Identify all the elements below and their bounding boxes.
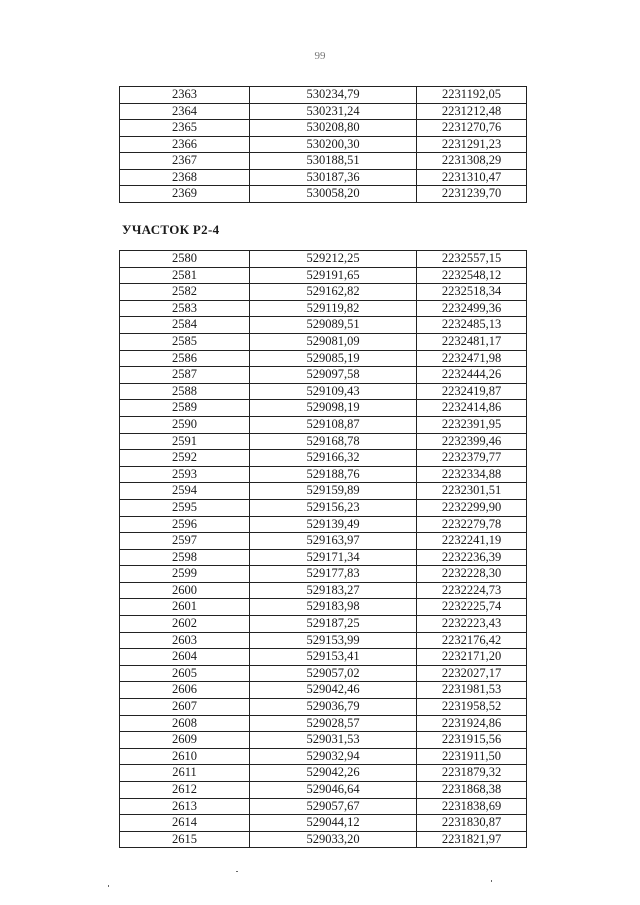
- y-coordinate-cell: 2232379,77: [417, 450, 527, 467]
- table-row: [120, 549, 527, 566]
- point-number-cell: 2612: [120, 782, 250, 799]
- y-coordinate-cell: 2231212,48: [417, 103, 527, 120]
- point-number-cell: 2615: [120, 831, 250, 848]
- x-coordinate-cell: 529032,94: [250, 748, 417, 765]
- point-number-cell: 2597: [120, 533, 250, 550]
- x-coordinate-cell: 529057,67: [250, 798, 417, 815]
- x-coordinate-cell: 529171,34: [250, 549, 417, 566]
- y-coordinate-cell: 2232299,90: [417, 499, 527, 516]
- table-row: [120, 450, 527, 467]
- scan-speck: [108, 885, 109, 887]
- x-coordinate-cell: 529044,12: [250, 815, 417, 832]
- coordinates-table-p2-4: [119, 250, 527, 848]
- point-number-cell: 2363: [120, 87, 250, 104]
- x-coordinate-cell: 529108,87: [250, 416, 417, 433]
- x-coordinate-cell: 529168,78: [250, 433, 417, 450]
- table-row: [120, 136, 527, 153]
- point-number-cell: 2613: [120, 798, 250, 815]
- x-coordinate-cell: 530058,20: [250, 186, 417, 203]
- y-coordinate-cell: 2232485,13: [417, 317, 527, 334]
- table-row: [120, 317, 527, 334]
- table-row: [120, 416, 527, 433]
- y-coordinate-cell: 2231830,87: [417, 815, 527, 832]
- table-row: [120, 831, 527, 848]
- table-row: [120, 533, 527, 550]
- y-coordinate-cell: 2232548,12: [417, 267, 527, 284]
- table-row: [120, 599, 527, 616]
- x-coordinate-cell: 529098,19: [250, 400, 417, 417]
- table-row: [120, 383, 527, 400]
- x-coordinate-cell: 529042,26: [250, 765, 417, 782]
- x-coordinate-cell: 529119,82: [250, 300, 417, 317]
- point-number-cell: 2588: [120, 383, 250, 400]
- y-coordinate-cell: 2231310,47: [417, 169, 527, 186]
- y-coordinate-cell: 2232301,51: [417, 483, 527, 500]
- table-row: [120, 350, 527, 367]
- point-number-cell: 2585: [120, 333, 250, 350]
- point-number-cell: 2368: [120, 169, 250, 186]
- y-coordinate-cell: 2232027,17: [417, 665, 527, 682]
- table-row: [120, 765, 527, 782]
- point-number-cell: 2595: [120, 499, 250, 516]
- table-row: [120, 582, 527, 599]
- scan-speck: [236, 871, 238, 872]
- table-row: [120, 715, 527, 732]
- point-number-cell: 2605: [120, 665, 250, 682]
- x-coordinate-cell: 529046,64: [250, 782, 417, 799]
- x-coordinate-cell: 529042,46: [250, 682, 417, 699]
- point-number-cell: 2365: [120, 120, 250, 137]
- y-coordinate-cell: 2231838,69: [417, 798, 527, 815]
- table-row: [120, 103, 527, 120]
- y-coordinate-cell: 2231192,05: [417, 87, 527, 104]
- point-number-cell: 2600: [120, 582, 250, 599]
- table-row: [120, 499, 527, 516]
- point-number-cell: 2587: [120, 367, 250, 384]
- x-coordinate-cell: 529188,76: [250, 466, 417, 483]
- table-row: [120, 732, 527, 749]
- y-coordinate-cell: 2232481,17: [417, 333, 527, 350]
- y-coordinate-cell: 2231239,70: [417, 186, 527, 203]
- x-coordinate-cell: 529162,82: [250, 284, 417, 301]
- table-row: [120, 748, 527, 765]
- table-row: [120, 333, 527, 350]
- point-number-cell: 2608: [120, 715, 250, 732]
- x-coordinate-cell: 529191,65: [250, 267, 417, 284]
- table-row: [120, 566, 527, 583]
- y-coordinate-cell: 2231915,56: [417, 732, 527, 749]
- table-row: [120, 251, 527, 268]
- x-coordinate-cell: 529033,20: [250, 831, 417, 848]
- point-number-cell: 2364: [120, 103, 250, 120]
- point-number-cell: 2366: [120, 136, 250, 153]
- point-number-cell: 2607: [120, 699, 250, 716]
- table-row: [120, 400, 527, 417]
- table-row: [120, 120, 527, 137]
- x-coordinate-cell: 530231,24: [250, 103, 417, 120]
- x-coordinate-cell: 529212,25: [250, 251, 417, 268]
- point-number-cell: 2594: [120, 483, 250, 500]
- table-row: [120, 665, 527, 682]
- x-coordinate-cell: 529153,41: [250, 649, 417, 666]
- x-coordinate-cell: 529159,89: [250, 483, 417, 500]
- x-coordinate-cell: 529177,83: [250, 566, 417, 583]
- y-coordinate-cell: 2232228,30: [417, 566, 527, 583]
- point-number-cell: 2582: [120, 284, 250, 301]
- point-number-cell: 2609: [120, 732, 250, 749]
- scan-speck: [491, 880, 492, 882]
- x-coordinate-cell: 530200,30: [250, 136, 417, 153]
- y-coordinate-cell: 2232224,73: [417, 582, 527, 599]
- table-row: [120, 169, 527, 186]
- point-number-cell: 2584: [120, 317, 250, 334]
- table-row: [120, 682, 527, 699]
- point-number-cell: 2611: [120, 765, 250, 782]
- x-coordinate-cell: 530188,51: [250, 153, 417, 170]
- table-row: [120, 433, 527, 450]
- y-coordinate-cell: 2232236,39: [417, 549, 527, 566]
- y-coordinate-cell: 2232499,36: [417, 300, 527, 317]
- point-number-cell: 2604: [120, 649, 250, 666]
- point-number-cell: 2596: [120, 516, 250, 533]
- table-row: [120, 466, 527, 483]
- x-coordinate-cell: 529031,53: [250, 732, 417, 749]
- y-coordinate-cell: 2232414,86: [417, 400, 527, 417]
- y-coordinate-cell: 2231868,38: [417, 782, 527, 799]
- x-coordinate-cell: 529089,51: [250, 317, 417, 334]
- x-coordinate-cell: 529153,99: [250, 632, 417, 649]
- table-row: [120, 632, 527, 649]
- point-number-cell: 2598: [120, 549, 250, 566]
- y-coordinate-cell: 2232241,19: [417, 533, 527, 550]
- table-row: [120, 815, 527, 832]
- x-coordinate-cell: 529085,19: [250, 350, 417, 367]
- x-coordinate-cell: 529081,09: [250, 333, 417, 350]
- table-row: [120, 367, 527, 384]
- point-number-cell: 2592: [120, 450, 250, 467]
- table-row: [120, 153, 527, 170]
- x-coordinate-cell: 530187,36: [250, 169, 417, 186]
- table-row: [120, 798, 527, 815]
- y-coordinate-cell: 2231879,32: [417, 765, 527, 782]
- point-number-cell: 2580: [120, 251, 250, 268]
- table-row: [120, 284, 527, 301]
- x-coordinate-cell: 529057,02: [250, 665, 417, 682]
- y-coordinate-cell: 2232225,74: [417, 599, 527, 616]
- y-coordinate-cell: 2232399,46: [417, 433, 527, 450]
- y-coordinate-cell: 2231291,23: [417, 136, 527, 153]
- section-title: УЧАСТОК Р2-4: [122, 222, 220, 237]
- x-coordinate-cell: 529183,98: [250, 599, 417, 616]
- point-number-cell: 2603: [120, 632, 250, 649]
- x-coordinate-cell: 530208,80: [250, 120, 417, 137]
- y-coordinate-cell: 2232223,43: [417, 616, 527, 633]
- y-coordinate-cell: 2232471,98: [417, 350, 527, 367]
- point-number-cell: 2586: [120, 350, 250, 367]
- point-number-cell: 2583: [120, 300, 250, 317]
- y-coordinate-cell: 2232518,34: [417, 284, 527, 301]
- table-row: [120, 516, 527, 533]
- point-number-cell: 2590: [120, 416, 250, 433]
- table-row: [120, 782, 527, 799]
- point-number-cell: 2589: [120, 400, 250, 417]
- x-coordinate-cell: 529183,27: [250, 582, 417, 599]
- y-coordinate-cell: 2232391,95: [417, 416, 527, 433]
- table-row: [120, 87, 527, 104]
- x-coordinate-cell: 529187,25: [250, 616, 417, 633]
- coordinates-table-continued: [119, 86, 527, 203]
- table-row: [120, 699, 527, 716]
- x-coordinate-cell: 529109,43: [250, 383, 417, 400]
- point-number-cell: 2593: [120, 466, 250, 483]
- point-number-cell: 2367: [120, 153, 250, 170]
- y-coordinate-cell: 2231821,97: [417, 831, 527, 848]
- y-coordinate-cell: 2232419,87: [417, 383, 527, 400]
- y-coordinate-cell: 2231270,76: [417, 120, 527, 137]
- y-coordinate-cell: 2232557,15: [417, 251, 527, 268]
- point-number-cell: 2606: [120, 682, 250, 699]
- point-number-cell: 2599: [120, 566, 250, 583]
- point-number-cell: 2610: [120, 748, 250, 765]
- y-coordinate-cell: 2232176,42: [417, 632, 527, 649]
- point-number-cell: 2581: [120, 267, 250, 284]
- table-row: [120, 267, 527, 284]
- y-coordinate-cell: 2232279,78: [417, 516, 527, 533]
- y-coordinate-cell: 2231911,50: [417, 748, 527, 765]
- x-coordinate-cell: 529166,32: [250, 450, 417, 467]
- table-row: [120, 616, 527, 633]
- point-number-cell: 2591: [120, 433, 250, 450]
- y-coordinate-cell: 2232444,26: [417, 367, 527, 384]
- y-coordinate-cell: 2232171,20: [417, 649, 527, 666]
- point-number-cell: 2601: [120, 599, 250, 616]
- table-row: [120, 186, 527, 203]
- point-number-cell: 2369: [120, 186, 250, 203]
- x-coordinate-cell: 529156,23: [250, 499, 417, 516]
- y-coordinate-cell: 2231981,53: [417, 682, 527, 699]
- point-number-cell: 2614: [120, 815, 250, 832]
- x-coordinate-cell: 529139,49: [250, 516, 417, 533]
- y-coordinate-cell: 2231308,29: [417, 153, 527, 170]
- x-coordinate-cell: 529163,97: [250, 533, 417, 550]
- y-coordinate-cell: 2231958,52: [417, 699, 527, 716]
- table-row: [120, 300, 527, 317]
- x-coordinate-cell: 530234,79: [250, 87, 417, 104]
- page-number: 99: [314, 50, 326, 62]
- y-coordinate-cell: 2231924,86: [417, 715, 527, 732]
- table-row: [120, 649, 527, 666]
- table-row: [120, 483, 527, 500]
- point-number-cell: 2602: [120, 616, 250, 633]
- x-coordinate-cell: 529028,57: [250, 715, 417, 732]
- y-coordinate-cell: 2232334,88: [417, 466, 527, 483]
- x-coordinate-cell: 529036,79: [250, 699, 417, 716]
- x-coordinate-cell: 529097,58: [250, 367, 417, 384]
